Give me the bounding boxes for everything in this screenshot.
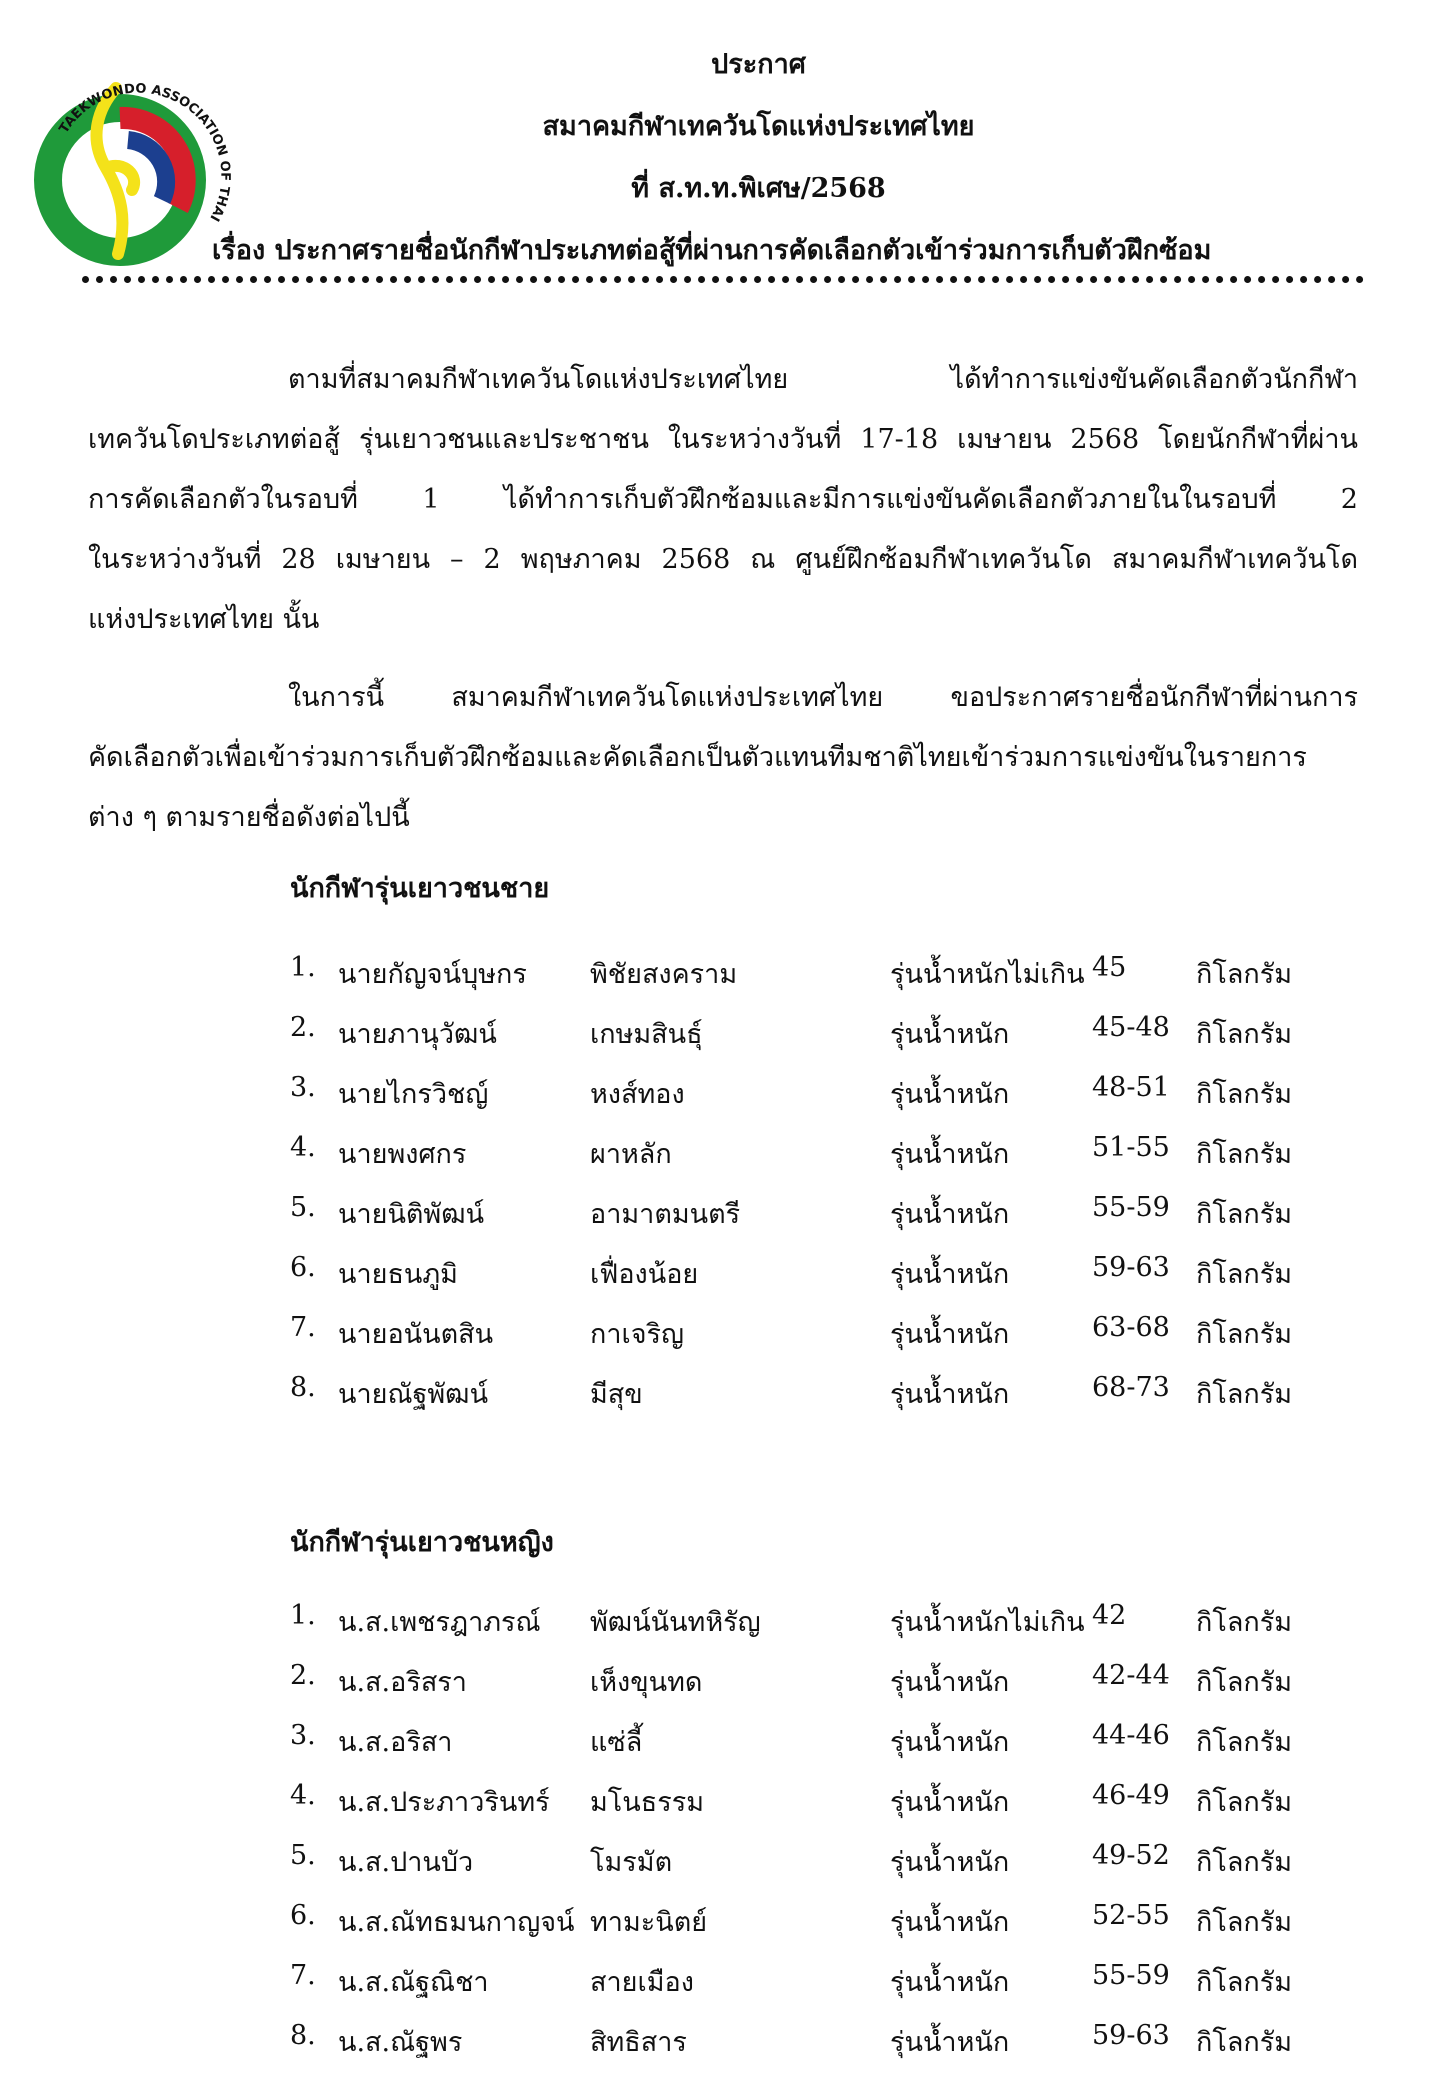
- announcement-paragraph: [88, 668, 1358, 848]
- weight-range: 59-63: [1092, 1252, 1170, 1283]
- paragraph-line: คัดเลือกตัวเพื่อเข้าร่วมการเก็บตัวฝึกซ้อมและคัดเลือกเป็นตัวแทนทีมชาติไทยเข้าร่วมการแข่งขันในรายการ: [88, 742, 1307, 773]
- athlete-last-name: สิทธิสาร: [590, 2027, 687, 2058]
- logo-text: TAEKWONDO ASSOCIATION OF THAI: [56, 81, 233, 224]
- intro-paragraph: [88, 350, 1358, 650]
- paragraph-line: ในการนี้ สมาคมกีฬาเทควันโดแห่งประเทศไทย ขอประกาศรายชื่อนักกีฬาที่ผ่านการ: [288, 682, 1358, 713]
- paragraph-line: ตามที่สมาคมกีฬาเทควันโดแห่งประเทศไทย ได้ทำการแข่งขันคัดเลือกตัวนักกีฬา: [288, 364, 1358, 395]
- athlete-last-name: มโนธรรม: [590, 1787, 705, 1818]
- weight-unit: กิโลกรัม: [1196, 1667, 1293, 1698]
- athlete-row: [0, 1192, 1429, 1252]
- athlete-last-name: ทามะนิตย์: [590, 1907, 708, 1938]
- weight-unit: กิโลกรัม: [1196, 1139, 1293, 1170]
- athlete-last-name: มีสุข: [590, 1379, 643, 1410]
- weight-category: รุ่นน้ำหนัก: [890, 2027, 1010, 2058]
- athlete-last-name: เฟื่องน้อย: [590, 1259, 699, 1290]
- athlete-number: 2.: [290, 1012, 316, 1043]
- paragraph-line: การคัดเลือกตัวในรอบที่ 1 ได้ทำการเก็บตัวฝึกซ้อมและมีการแข่งขันคัดเลือกตัวภายในในรอบที่ 2: [88, 484, 1358, 515]
- weight-category: รุ่นน้ำหนัก: [890, 1199, 1010, 1230]
- weight-unit: กิโลกรัม: [1196, 1319, 1293, 1350]
- athlete-row: [0, 952, 1429, 1012]
- weight-category: รุ่นน้ำหนัก: [890, 1019, 1010, 1050]
- weight-range: 42: [1092, 1600, 1127, 1631]
- athlete-row: [0, 1660, 1429, 1720]
- athlete-number: 1.: [290, 952, 316, 983]
- athlete-number: 5.: [290, 1840, 316, 1871]
- athlete-number: 2.: [290, 1660, 316, 1691]
- athlete-number: 3.: [290, 1720, 316, 1751]
- section-title-youth-male: นักกีฬารุ่นเยาวชนชาย: [290, 873, 550, 904]
- athlete-number: 6.: [290, 1900, 316, 1931]
- weight-unit: กิโลกรัม: [1196, 1199, 1293, 1230]
- athlete-first-name: นายณัฐพัฒน์: [338, 1379, 489, 1410]
- weight-category: รุ่นน้ำหนัก: [890, 1787, 1010, 1818]
- athlete-first-name: น.ส.ณัฐณิชา: [338, 1967, 489, 1998]
- weight-range: 42-44: [1092, 1660, 1170, 1691]
- paragraph-line: ต่าง ๆ ตามรายชื่อดังต่อไปนี้: [88, 802, 410, 833]
- athlete-number: 3.: [290, 1072, 316, 1103]
- athlete-number: 7.: [290, 1960, 316, 1991]
- weight-range: 49-52: [1092, 1840, 1170, 1871]
- weight-category: รุ่นน้ำหนัก: [890, 1727, 1010, 1758]
- athlete-last-name: เห็งขุนทด: [590, 1667, 703, 1698]
- weight-range: 55-59: [1092, 1192, 1170, 1223]
- athlete-row: [0, 1960, 1429, 2020]
- dotted-divider: [82, 276, 1364, 283]
- weight-range: 46-49: [1092, 1780, 1170, 1811]
- athlete-first-name: นายนิติพัฒน์: [338, 1199, 485, 1230]
- athlete-number: 7.: [290, 1312, 316, 1343]
- weight-unit: กิโลกรัม: [1196, 1607, 1293, 1638]
- weight-range: 55-59: [1092, 1960, 1170, 1991]
- weight-unit: กิโลกรัม: [1196, 1379, 1293, 1410]
- athlete-first-name: นายภานุวัฒน์: [338, 1019, 497, 1050]
- weight-category: รุ่นน้ำหนัก: [890, 1667, 1010, 1698]
- athlete-row: [0, 1720, 1429, 1780]
- athlete-first-name: น.ส.ณัฐพร: [338, 2027, 463, 2058]
- athlete-row: [0, 1600, 1429, 1660]
- athlete-number: 8.: [290, 1372, 316, 1403]
- weight-range: 45: [1092, 952, 1127, 983]
- weight-unit: กิโลกรัม: [1196, 1847, 1293, 1878]
- weight-unit: กิโลกรัม: [1196, 1259, 1293, 1290]
- weight-unit: กิโลกรัม: [1196, 1967, 1293, 1998]
- document-number: ที่ ส.ท.ท.พิเศษ/2568: [631, 173, 886, 204]
- athlete-first-name: นายกัญจน์บุษกร: [338, 959, 527, 990]
- athlete-number: 4.: [290, 1780, 316, 1811]
- athlete-first-name: นายพงศกร: [338, 1139, 467, 1170]
- section-title-youth-female: นักกีฬารุ่นเยาวชนหญิง: [290, 1527, 554, 1558]
- weight-unit: กิโลกรัม: [1196, 959, 1293, 990]
- weight-range: 52-55: [1092, 1900, 1170, 1931]
- athlete-first-name: น.ส.เพชรฎาภรณ์: [338, 1607, 541, 1638]
- athlete-first-name: น.ส.ประภาวรินทร์: [338, 1787, 550, 1818]
- weight-category: รุ่นน้ำหนัก: [890, 1319, 1010, 1350]
- athlete-row: [0, 1072, 1429, 1132]
- weight-range: 59-63: [1092, 2020, 1170, 2051]
- weight-unit: กิโลกรัม: [1196, 2027, 1293, 2058]
- athlete-row: [0, 1780, 1429, 1840]
- athlete-last-name: ผาหลัก: [590, 1139, 672, 1170]
- athlete-first-name: นายธนภูมิ: [338, 1259, 458, 1290]
- athlete-row: [0, 1372, 1429, 1432]
- athlete-first-name: น.ส.ณัทธมนกาญจน์: [338, 1907, 575, 1938]
- weight-range: 48-51: [1092, 1072, 1170, 1103]
- athlete-last-name: อามาตมนตรี: [590, 1199, 741, 1230]
- weight-range: 63-68: [1092, 1312, 1170, 1343]
- weight-category: รุ่นน้ำหนัก: [890, 1259, 1010, 1290]
- weight-category: รุ่นน้ำหนัก: [890, 1379, 1010, 1410]
- subject-line: เรื่อง ประกาศรายชื่อนักกีฬาประเภทต่อสู้ที่ผ่านการคัดเลือกตัวเข้าร่วมการเก็บตัวฝึกซ้อม: [212, 235, 1212, 266]
- weight-unit: กิโลกรัม: [1196, 1079, 1293, 1110]
- weight-category: รุ่นน้ำหนัก: [890, 1847, 1010, 1878]
- athlete-number: 8.: [290, 2020, 316, 2051]
- athlete-number: 6.: [290, 1252, 316, 1283]
- athlete-row: [0, 1900, 1429, 1960]
- weight-unit: กิโลกรัม: [1196, 1019, 1293, 1050]
- weight-range: 44-46: [1092, 1720, 1170, 1751]
- weight-category: รุ่นน้ำหนัก: [890, 1079, 1010, 1110]
- athlete-row: [0, 1840, 1429, 1900]
- athlete-last-name: เกษมสินธุ์: [590, 1019, 703, 1050]
- athlete-number: 1.: [290, 1600, 316, 1631]
- athlete-number: 5.: [290, 1192, 316, 1223]
- athlete-last-name: กาเจริญ: [590, 1319, 685, 1350]
- weight-unit: กิโลกรัม: [1196, 1907, 1293, 1938]
- paragraph-line: ในระหว่างวันที่ 28 เมษายน – 2 พฤษภาคม 2568 ณ ศูนย์ฝึกซ้อมกีฬาเทควันโด สมาคมกีฬาเทควันโด: [88, 544, 1358, 575]
- association-name: สมาคมกีฬาเทควันโดแห่งประเทศไทย: [542, 111, 975, 142]
- athlete-first-name: น.ส.อริสรา: [338, 1667, 467, 1698]
- paragraph-line: แห่งประเทศไทย นั้น: [88, 604, 320, 635]
- weight-unit: กิโลกรัม: [1196, 1787, 1293, 1818]
- weight-range: 45-48: [1092, 1012, 1170, 1043]
- athlete-first-name: น.ส.อริสา: [338, 1727, 453, 1758]
- announcement-heading: ประกาศ: [711, 49, 806, 80]
- weight-range: 51-55: [1092, 1132, 1170, 1163]
- athlete-first-name: นายอนันตสิน: [338, 1319, 494, 1350]
- weight-range: 68-73: [1092, 1372, 1170, 1403]
- weight-category: รุ่นน้ำหนักไม่เกิน: [890, 959, 1085, 990]
- athlete-last-name: พิชัยสงคราม: [590, 959, 738, 990]
- weight-unit: กิโลกรัม: [1196, 1727, 1293, 1758]
- athlete-row: [0, 1132, 1429, 1192]
- athlete-row: [0, 2020, 1429, 2080]
- athlete-last-name: พัฒน์นันทหิรัญ: [590, 1607, 761, 1638]
- weight-category: รุ่นน้ำหนักไม่เกิน: [890, 1607, 1085, 1638]
- athlete-row: [0, 1252, 1429, 1312]
- weight-category: รุ่นน้ำหนัก: [890, 1967, 1010, 1998]
- athlete-number: 4.: [290, 1132, 316, 1163]
- athlete-first-name: นายไกรวิชญ์: [338, 1079, 489, 1110]
- weight-category: รุ่นน้ำหนัก: [890, 1907, 1010, 1938]
- athlete-row: [0, 1012, 1429, 1072]
- athlete-last-name: แซ่ลี้: [590, 1727, 643, 1758]
- paragraph-line: เทควันโดประเภทต่อสู้ รุ่นเยาวชนและประชาชน ในระหว่างวันที่ 17-18 เมษายน 2568 โดยนักกีฬาที่ผ่าน: [88, 424, 1358, 455]
- athlete-last-name: หงส์ทอง: [590, 1079, 685, 1110]
- athlete-first-name: น.ส.ปานบัว: [338, 1847, 474, 1878]
- athlete-last-name: โมรมัต: [590, 1847, 673, 1878]
- weight-category: รุ่นน้ำหนัก: [890, 1139, 1010, 1170]
- athlete-row: [0, 1312, 1429, 1372]
- athlete-last-name: สายเมือง: [590, 1967, 694, 1998]
